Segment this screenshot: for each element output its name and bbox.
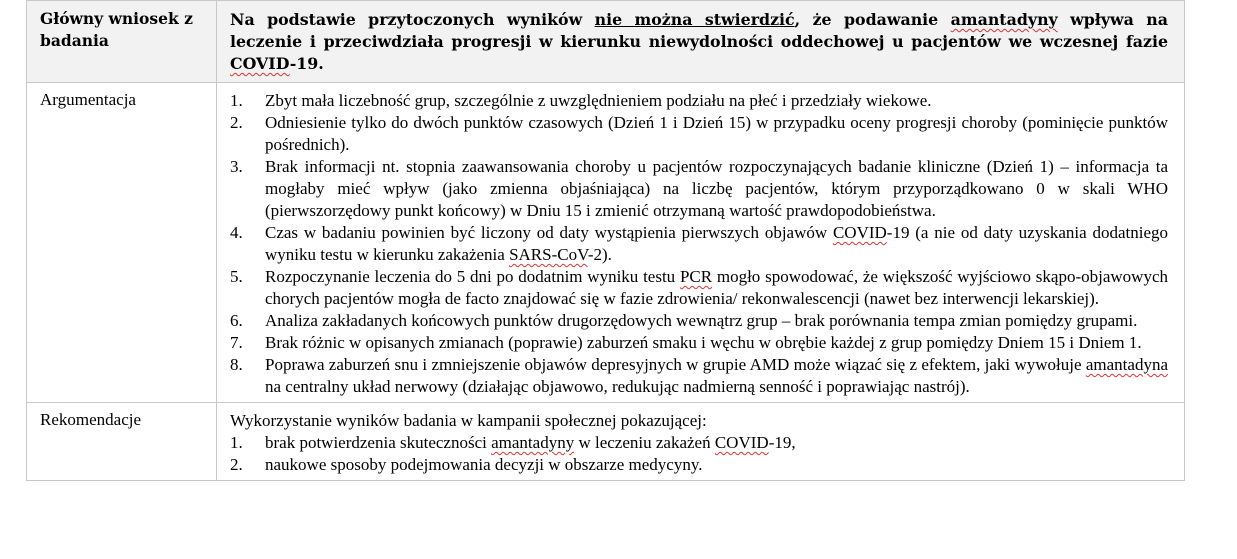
list-item-number: 3. (230, 157, 243, 176)
main-conclusion-label: Główny wniosek z badania (27, 1, 217, 83)
list-item-number: 5. (230, 267, 243, 286)
list-item-text: w leczeniu zakażeń (574, 433, 715, 452)
main-conclusion-row (27, 1, 1185, 83)
study-summary-table (26, 0, 1185, 481)
conclusion-part-1: Na podstawie przytoczonych wyników (230, 10, 595, 29)
list-item-text: na centralny układ nerwowy (działając objawowo, redukując nadmierną senność i poprawiając nastrój). (265, 377, 970, 396)
conclusion-part-3: wpływa na leczenie i przeciwdziała progresji w kierunku niewydolności oddechowej u pacjentów we wczesnej fazie (230, 10, 1168, 51)
list-item-number: 6. (230, 311, 243, 330)
list-item-term: COVID (832, 223, 887, 242)
list-item (230, 432, 1168, 454)
list-item-term: amantadyny (491, 433, 575, 452)
list-item (230, 266, 1168, 310)
recommendations-list (230, 432, 1168, 476)
conclusion-end: -19. (289, 54, 324, 73)
list-item-number: 8. (230, 355, 243, 374)
argumentation-row (27, 83, 1185, 403)
list-item-text: Poprawa zaburzeń snu i zmniejszenie objawów depresyjnych w grupie AMD może wiązać się z efektem, jaki wywołuje (265, 355, 1086, 374)
conclusion-part-2: , że podawanie (794, 10, 951, 29)
list-item-number: 2. (230, 455, 243, 474)
conclusion-drug: amantadyny (950, 10, 1058, 29)
list-item (230, 156, 1168, 222)
conclusion-underlined: nie można stwierdzić (594, 10, 795, 29)
list-item-term: PCR (679, 267, 713, 286)
list-item-text: -19 (a nie od daty uzyskania dodatniego wyniku testu w kierunku zakażenia (265, 223, 1168, 264)
list-item-text: Brak informacji nt. stopnia zaawansowania choroby u pacjentów rozpoczynających badanie kliniczne (Dzień 1) – informacja ta mogłaby mieć wpływ (jako zmienna objaśniająca) na liczbę pacjentów, którym przyporządkowano 0 w skali WHO (pierwszorzędowy punkt końcowy) w Dniu 15 i zmienić otrzymaną wartość prawdopodobieństwa. (265, 157, 1168, 220)
list-item (230, 310, 1168, 332)
list-item-number: 1. (230, 433, 243, 452)
list-item-term: SARS-CoV (509, 245, 588, 264)
list-item-number: 1. (230, 91, 243, 110)
list-item-text: Czas w badaniu powinien być liczony od daty wystąpienia pierwszych objawów (265, 223, 833, 242)
list-item (230, 90, 1168, 112)
argumentation-list (230, 90, 1168, 398)
conclusion-covid: COVID (230, 54, 290, 73)
list-item-text: brak potwierdzenia skuteczności (265, 433, 492, 452)
list-item-number: 4. (230, 223, 243, 242)
argumentation-content (217, 83, 1185, 403)
list-item-text: Zbyt mała liczebność grup, szczególnie z uwzględnieniem podziału na płeć i przedziały wiekowe. (265, 91, 932, 110)
list-item (230, 354, 1168, 398)
recommendations-row (27, 403, 1185, 481)
main-conclusion-text (217, 1, 1185, 83)
list-item-term: amantadyna (1085, 355, 1168, 374)
list-item-text: Analiza zakładanych końcowych punktów drugorzędowych wewnątrz grup – brak porównania tempa zmian pomiędzy grupami. (265, 311, 1138, 330)
list-item-number: 7. (230, 333, 243, 352)
list-item-number: 2. (230, 113, 243, 132)
list-item-text: Odniesienie tylko do dwóch punktów czasowych (Dzień 1 i Dzień 15) w przypadku oceny progresji choroby (pominięcie punktów pośrednich). (265, 113, 1168, 154)
list-item (230, 454, 1168, 476)
list-item-text: -19, (768, 433, 796, 452)
list-item (230, 222, 1168, 266)
list-item-text: mogło spowodować, że większość wyjściowo skąpo-objawowych chorych pacjentów mogła de facto znajdować się w fazie zdrowienia/ rekonwalescencji (nawet bez interwencji lekarskiej). (265, 267, 1168, 308)
list-item (230, 112, 1168, 156)
recommendations-label: Rekomendacje (27, 403, 217, 481)
list-item-term: COVID (714, 433, 769, 452)
list-item-text: -2). (587, 245, 612, 264)
list-item-text: Brak różnic w opisanych zmianach (poprawie) zaburzeń smaku i węchu w obrębie każdej z grup pomiędzy Dniem 15 i Dniem 1. (265, 333, 1142, 352)
recommendations-intro: Wykorzystanie wyników badania w kampanii społecznej pokazującej: (230, 411, 707, 430)
argumentation-label: Argumentacja (27, 83, 217, 403)
list-item (230, 332, 1168, 354)
list-item-text: Rozpoczynanie leczenia do 5 dni po dodatnim wyniku testu (265, 267, 680, 286)
list-item-text: naukowe sposoby podejmowania decyzji w obszarze medycyny. (265, 455, 703, 474)
recommendations-content (217, 403, 1185, 481)
